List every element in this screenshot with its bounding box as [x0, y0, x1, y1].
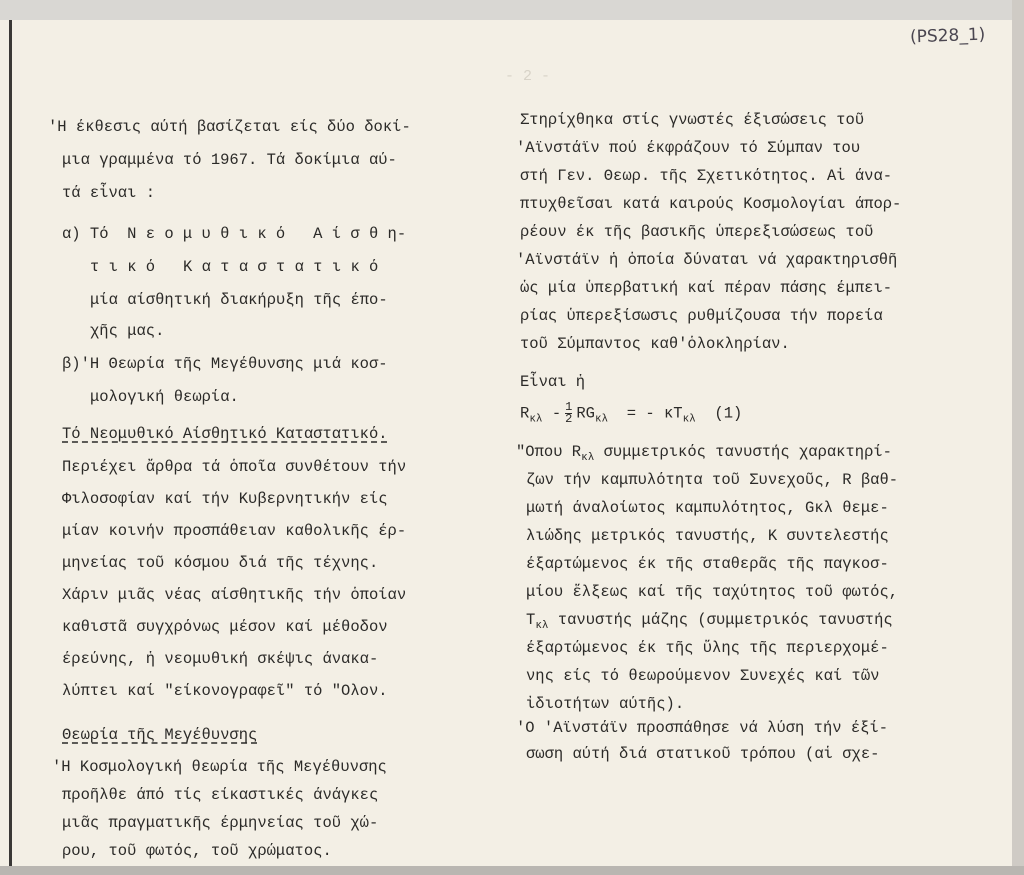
- list-item-a: α) Τό Ν ε ο μ υ θ ι κ ό Α ί σ θ η-: [62, 225, 407, 243]
- eq-numerator: 1: [565, 400, 573, 414]
- text-line: έξαρτώμενος έκ τῆς ὕλης τῆς περιερχομέ-: [526, 639, 889, 657]
- text-line: Στηρίχθηκα στίς γνωστές έξισώσεις τοῦ: [520, 111, 865, 129]
- text-line: 'Η έκθεσις αύτή βασίζεται είς δύο δοκί-: [48, 118, 411, 136]
- list-item-b: β)'Η Θεωρία τῆς Μεγέθυνσης μιά κοσ-: [62, 355, 388, 373]
- eq-minus: -: [551, 404, 562, 423]
- text-line: 'Η Κοσμολογική θεωρία τῆς Μεγέθυνσης: [52, 758, 387, 776]
- handwritten-note: (PS28_1): [909, 24, 986, 48]
- scan-background-bottom: [0, 866, 1024, 875]
- text-line: νης είς τό θεωρούμενον Συνεχές καί τῶν: [526, 667, 880, 685]
- scan-background-top: [0, 0, 1024, 20]
- text-line: καθιστᾶ συγχρόνως μέσον καί μέθοδον: [62, 618, 388, 636]
- scan-background-right: [1012, 0, 1024, 875]
- eq-sub: κλ: [594, 413, 609, 426]
- eq-label: (1): [714, 404, 743, 423]
- text-line: 'Αϊνστάϊν ἡ ὁποία δύναται νά χαρακτηρισθῆ: [516, 251, 898, 269]
- text-line: μίαν κοινήν προσπάθειαν καθολικῆς έρ-: [62, 522, 407, 540]
- text-line: σωση αύτή διά στατικοῦ τρόπου (αἱ σχε-: [526, 745, 880, 763]
- text-line: έξαρτώμενος έκ τῆς σταθερᾶς τῆς παγκοσ-: [526, 555, 889, 573]
- page-number: - 2 -: [505, 68, 551, 85]
- text-line: Χάριν μιᾶς νέας αίσθητικῆς τήν ὁποίαν: [62, 586, 407, 604]
- text-fragment: συμμετρικός τανυστής χαρακτηρί-: [594, 443, 892, 461]
- text-line: ἰδιοτήτων αύτῆς).: [526, 695, 685, 713]
- text-line: μωτή άναλοίωτος καμπυλότητος, Gκλ θεμε-: [526, 499, 889, 517]
- text-line: πτυχθεῖσαι κατά καιρούς Κοσμολογίαι άπορ-: [520, 195, 902, 213]
- eq-rhs: = - κT: [626, 404, 683, 423]
- text-line: Εἶναι ἡ: [520, 373, 586, 391]
- text-line: μίου ἕλξεως καί τῆς ταχύτητος τοῦ φωτός,: [526, 583, 899, 601]
- equation: [520, 402, 742, 429]
- text-line: τ ι κ ό Κ α τ α σ τ α τ ι κ ό: [90, 258, 379, 276]
- text-line: 'Ο 'Αϊνστάϊν προσπάθησε νά λύση τήν έξί-: [516, 719, 889, 737]
- text-fragment: "Οπου R: [516, 443, 582, 461]
- text-line: Φιλοσοφίαν καί τήν Κυβερνητικήν είς: [62, 490, 388, 508]
- text-line: μολογική θεωρία.: [90, 388, 239, 406]
- text-line: ρέουν έκ τῆς βασικῆς ὑπερεξισώσεως τοῦ: [520, 223, 874, 241]
- text-line: ζων τήν καμπυλότητα τοῦ Συνεχοῦς, R βαθ-: [526, 471, 899, 489]
- eq-fraction: [565, 402, 572, 425]
- text-line: ὡς μία ὑπερβατική καί πέραν πάσης έμπει-: [520, 279, 893, 297]
- eq-denominator: 2: [565, 412, 573, 426]
- text-line: έρεύνης, ἡ νεομυθική σκέψις άνακα-: [62, 650, 379, 668]
- text-fragment: T: [526, 611, 536, 629]
- text-line: χῆς μας.: [90, 322, 165, 340]
- text-line: μιᾶς πραγματικῆς έρμηνείας τοῦ χώ-: [62, 814, 379, 832]
- text-line: τά εἶναι :: [62, 184, 156, 202]
- text-line: τοῦ Σύμπαντος καθ'ὁλοκληρίαν.: [520, 335, 790, 353]
- subscript: κλ: [581, 452, 595, 465]
- text-fragment: τανυστής μάζης (συμμετρικός τανυστής: [548, 611, 893, 629]
- text-line: [526, 611, 893, 635]
- section-heading: Θεωρία τῆς Μεγέθυνσης: [62, 726, 258, 744]
- text-line: μηνείας τοῦ κόσμου διά τῆς τέχνης.: [62, 554, 379, 572]
- text-line: ρίας ὑπερεξίσωσις ρυθμίζουσα τήν πορεία: [520, 307, 883, 325]
- text-line: μια γραμμένα τό 1967. Τά δοκίμια αύ-: [62, 151, 397, 169]
- text-line: λύπτει καί "είκονογραφεῖ" τό "Ολον.: [62, 682, 388, 700]
- text-line: προῆλθε άπό τίς είκαστικές άνάγκες: [62, 786, 379, 804]
- text-line: [516, 443, 892, 467]
- text-line: 'Αϊνστάϊν πού έκφράζουν τό Σύμπαν του: [516, 139, 861, 157]
- section-heading: Τό Νεομυθικό Αίσθητικό Καταστατικό.: [62, 425, 388, 443]
- eq-rg: RG: [576, 404, 595, 423]
- text-line: στή Γεν. Θεωρ. τῆς Σχετικότητος. Αἱ άνα-: [520, 167, 893, 185]
- subscript: κλ: [535, 620, 549, 633]
- text-line: λιώδης μετρικός τανυστής, K συντελεστής: [526, 527, 889, 545]
- text-line: ρου, τοῦ φωτός, τοῦ χρώματος.: [62, 842, 332, 860]
- eq-sub: κλ: [682, 413, 696, 426]
- eq-sub: κλ: [529, 413, 543, 426]
- eq-r: R: [520, 404, 530, 423]
- text-line: Περιέχει ἄρθρα τά ὁποῖα συνθέτουν τήν: [62, 458, 407, 476]
- text-line: μία αίσθητική διακήρυξη τῆς έπο-: [90, 291, 388, 309]
- page-fold: [9, 20, 12, 866]
